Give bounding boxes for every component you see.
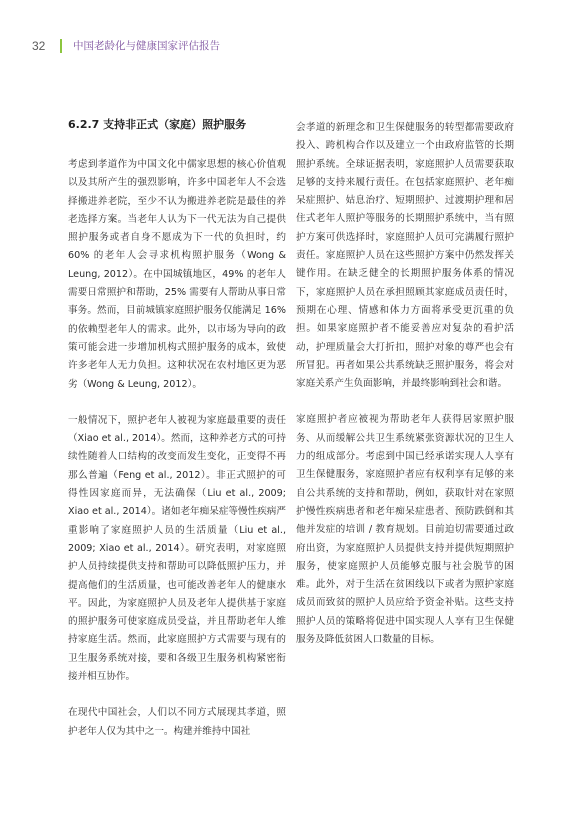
header-divider [60,39,62,53]
body-paragraph: 家庭照护者应被视为帮助老年人获得居家照护服务、从而缓解公共卫生系统紧张资源状况的卫生人力的组成部分。考虑到中国已经承诺实现人人享有卫生保健服务，家庭照护者应有权利享有足够的来自公共系统的支持和帮助，例如，获取针对在家照护慢性疾病患者和老年痴呆症患者、预防跌倒和其他并发症的培训 / 教育规划。目前迫切需要通过政府出资，为家庭照护人员提供支持并提供短期照护服务，使家庭照护人员能够克服与社会脱节的困难。此外，对于生活在贫困线以下或者为照护家庭成员而致贫的照护人员应给予资金补贴。这些支持照护人员的策略将促进中国实现人人享有卫生保健服务及降低贫困人口数量的目标。 [296,414,514,646]
right-column [296,119,514,649]
section-heading: 6.2.7 支持非正式（家庭）照护服务 [68,118,247,131]
page-header [0,36,580,56]
body-paragraph: 会孝道的新理念和卫生保健服务的转型都需要政府投入、跨机构合作以及建立一个由政府监管的长期照护系统。全球证据表明，家庭照护人员需要获取足够的支持来履行责任。在包括家庭照护、老年痴呆症照护、姑息治疗、短期照护、过渡期护理和居住式老年人照护等服务的长期照护系统中，当有照护方案可供选择时，家庭照护人员可完满履行照护责任。家庭照护人员在这些照护方案中仍然发挥关键作用。在缺乏健全的长期照护服务体系的情况下，家庭照护人员在承担照顾其家庭成员责任时，预期在心理、情感和体力方面将承受更沉重的负担。如果家庭照护者不能妥善应对复杂的看护活动，护理质量会大打折扣，照护对象的尊严也会有所冒犯。再者如果公共系统缺乏照护服务，将会对家庭关系产生负面影响，并最终影响到社会和谐。 [296,122,514,390]
page-number: 32 [32,39,46,53]
running-title: 中国老龄化与健康国家评估报告 [73,40,220,52]
body-paragraph: 考虑到孝道作为中国文化中儒家思想的核心价值观以及其所产生的强烈影响，许多中国老年人不会选择搬进养老院，至少不认为搬进养老院是最佳的养老选择方案。当老年人认为下一代无法为自己提供照护服务或者自身不愿成为下一代的负担时，约 60% 的老年人会寻求机构照护服务（Wong & Leung, 2012）。在中国城镇地区，49% 的老年人需要日常照护和帮助，25% 需要有人帮助从事日常事务。然而，目前城镇家庭照护服务仅能满足 16% 的依赖型老年人的需求。此外，以市场为导向的政策可能会进一步增加机构式照护服务的成本，致使许多老年人无力负担。这种状况在农村地区更为恶劣（Wong & Leung, 2012）。 [68,159,286,390]
body-paragraph: 一般情况下，照护老年人被视为家庭最重要的责任（Xiao et al., 2014）。然而，这种养老方式的可持续性随着人口结构的改变而发生变化，正变得不再那么普遍（Feng et al., 2012）。非正式照护的可得性因家庭而异，无法确保（Liu et al., 2009; Xiao et al., 2014）。诸如老年痴呆症等慢性疾病严重影响了家庭照护人员的生活质量（Liu et al., 2009; Xiao et al., 2014）。研究表明，对家庭照护人员持续提供支持和帮助可以降低照护压力，并提高他们的生活质量，也可能改善老年人的健康水平。因此，为家庭照护人员及老年人提供基于家庭的照护服务可使家庭成员受益，并且帮助老年人维持家庭生活。然而，此家庭照护方式需要与现有的卫生服务系统对接，要和各级卫生服务机构紧密衔接并相互协作。 [68,414,286,683]
body-paragraph: 在现代中国社会，人们以不同方式展现其孝道，照护老年人仅为其中之一。构建并维持中国社 [68,707,286,737]
left-column [68,116,286,741]
